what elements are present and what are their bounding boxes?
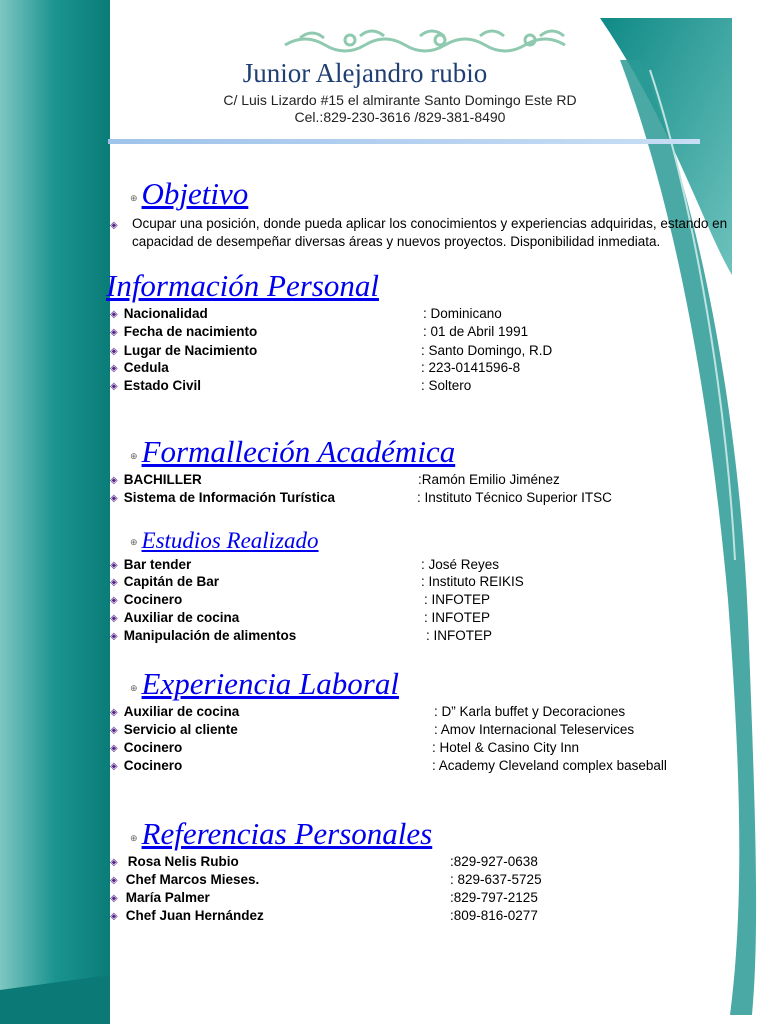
item-value: :829-927-0638 bbox=[450, 854, 538, 869]
list-item bbox=[110, 739, 182, 759]
diamond-bullet-icon: ◈ bbox=[110, 857, 118, 868]
diamond-bullet-icon: ◈ bbox=[110, 493, 118, 504]
objetivo-paragraph bbox=[110, 215, 730, 251]
diamond-bullet-icon: ◈ bbox=[110, 893, 118, 904]
diamond-bullet-icon: ◈ bbox=[110, 595, 118, 606]
item-label: Bar tender bbox=[123, 557, 192, 572]
objetivo-heading: Objetivo bbox=[141, 176, 249, 211]
item-value: : José Reyes bbox=[421, 557, 500, 572]
diamond-bullet-icon: ◈ bbox=[110, 743, 118, 754]
item-label: Sistema de Información Turística bbox=[123, 490, 336, 505]
list-item bbox=[110, 489, 335, 509]
item-value: : Instituto REIKIS bbox=[421, 574, 524, 589]
diamond-bullet-icon: ◈ bbox=[110, 381, 118, 392]
item-label: Auxiliar de cocina bbox=[123, 610, 240, 625]
section-experiencia bbox=[130, 666, 399, 702]
diamond-bullet-icon: ◈ bbox=[110, 631, 118, 642]
circle-bullet-icon: ⊕ bbox=[130, 537, 138, 547]
item-label: BACHILLER bbox=[123, 472, 202, 487]
item-label: Cocinero bbox=[123, 740, 183, 755]
list-item bbox=[110, 305, 208, 325]
phone-line: Cel.:829-230-3616 /829-381-8490 bbox=[294, 109, 506, 125]
referencias-heading: Referencias Personales bbox=[141, 816, 433, 851]
diamond-bullet-icon: ◈ bbox=[110, 475, 118, 486]
diamond-bullet-icon: ◈ bbox=[110, 725, 118, 736]
item-label: Estado Civil bbox=[123, 378, 201, 393]
item-value: : Soltero bbox=[421, 378, 472, 393]
swoosh-curve bbox=[620, 60, 756, 1015]
list-item bbox=[110, 359, 169, 379]
list-item bbox=[110, 907, 264, 927]
circle-bullet-icon: ⊕ bbox=[130, 833, 138, 843]
item-value: : Instituto Técnico Superior ITSC bbox=[417, 490, 612, 505]
diamond-bullet-icon: ◈ bbox=[110, 875, 118, 886]
academica-heading: Formalleción Académica bbox=[141, 434, 456, 469]
item-label: Servicio al cliente bbox=[123, 722, 238, 737]
item-value: : INFOTEP bbox=[424, 610, 491, 625]
item-value: :829-797-2125 bbox=[450, 890, 538, 905]
item-value: : Dominicano bbox=[423, 306, 502, 321]
item-label: Cocinero bbox=[123, 592, 183, 607]
diamond-bullet-icon: ◈ bbox=[110, 707, 118, 718]
item-label: Nacionalidad bbox=[123, 306, 208, 321]
section-objetivo bbox=[130, 176, 248, 212]
diamond-bullet-icon: ◈ bbox=[110, 327, 118, 338]
list-item bbox=[110, 471, 202, 491]
section-personal bbox=[106, 268, 379, 304]
estudios-heading: Estudios Realizado bbox=[141, 528, 319, 553]
list-item bbox=[110, 721, 238, 741]
item-label: Capitán de Bar bbox=[123, 574, 219, 589]
list-item bbox=[110, 591, 182, 611]
diamond-bullet-icon: ◈ bbox=[110, 761, 118, 772]
diamond-bullet-icon: ◈ bbox=[110, 363, 118, 374]
diamond-bullet-icon: ◈ bbox=[110, 309, 118, 320]
item-value: :Ramón Emilio Jiménez bbox=[418, 472, 560, 487]
objetivo-text: Ocupar una posición, donde pueda aplicar los conocimientos y experiencias adquiridas, estando en capacidad de desempeñar diversas áreas y nuevos proyectos. Disponibilidad inmediata. bbox=[132, 216, 728, 249]
circle-bullet-icon: ⊕ bbox=[130, 683, 138, 693]
diamond-bullet-icon: ◈ bbox=[110, 577, 118, 588]
item-value: : Santo Domingo, R.D bbox=[421, 343, 553, 358]
circle-bullet-icon: ⊕ bbox=[130, 451, 138, 461]
floral-flourish bbox=[285, 31, 565, 51]
item-label: Cedula bbox=[123, 360, 169, 375]
diamond-bullet-icon: ◈ bbox=[110, 220, 118, 231]
diamond-bullet-icon: ◈ bbox=[110, 613, 118, 624]
item-label: Cocinero bbox=[123, 758, 183, 773]
candidate-name: Junior Alejandro rubio bbox=[242, 58, 488, 88]
item-value: : INFOTEP bbox=[424, 592, 491, 607]
diamond-bullet-icon: ◈ bbox=[110, 911, 118, 922]
item-label: Fecha de nacimiento bbox=[123, 324, 258, 339]
item-label: María Palmer bbox=[125, 890, 210, 905]
list-item bbox=[110, 703, 239, 723]
list-item bbox=[110, 323, 257, 343]
item-value: : 223-0141596-8 bbox=[421, 360, 521, 375]
item-value: : 01 de Abril 1991 bbox=[423, 324, 529, 339]
item-label: Manipulación de alimentos bbox=[123, 628, 297, 643]
item-value: : Academy Cleveland complex baseball bbox=[432, 758, 667, 773]
list-item bbox=[110, 853, 239, 873]
item-label: Rosa Nelis Rubio bbox=[127, 854, 239, 869]
item-label: Chef Marcos Mieses. bbox=[125, 872, 260, 887]
experiencia-heading: Experiencia Laboral bbox=[141, 666, 399, 701]
list-item bbox=[110, 871, 259, 891]
address-line: C/ Luis Lizardo #15 el almirante Santo Domingo Este RD bbox=[223, 92, 577, 108]
item-value: : Amov Internacional Teleservices bbox=[434, 722, 635, 737]
item-label: Auxiliar de cocina bbox=[123, 704, 240, 719]
list-item bbox=[110, 627, 296, 647]
personal-heading: Información Personal bbox=[106, 268, 379, 303]
section-academica bbox=[130, 434, 455, 470]
diamond-bullet-icon: ◈ bbox=[110, 346, 118, 357]
item-label: Chef Juan Hernández bbox=[125, 908, 264, 923]
item-value: : D” Karla buffet y Decoraciones bbox=[434, 704, 626, 719]
item-value: : Hotel & Casino City Inn bbox=[432, 740, 580, 755]
list-item bbox=[110, 609, 239, 629]
diamond-bullet-icon: ◈ bbox=[110, 560, 118, 571]
list-item bbox=[110, 757, 182, 777]
item-value: : 829-637-5725 bbox=[450, 872, 542, 887]
item-label: Lugar de Nacimiento bbox=[123, 343, 258, 358]
section-estudios bbox=[130, 528, 319, 554]
header-separator bbox=[108, 139, 700, 144]
circle-bullet-icon: ⊕ bbox=[130, 193, 138, 203]
list-item bbox=[110, 889, 210, 909]
item-value: :809-816-0277 bbox=[450, 908, 538, 923]
list-item bbox=[110, 377, 201, 397]
section-referencias bbox=[130, 816, 432, 852]
list-item bbox=[110, 573, 219, 593]
left-teal-band bbox=[0, 0, 110, 1024]
item-value: : INFOTEP bbox=[426, 628, 493, 643]
